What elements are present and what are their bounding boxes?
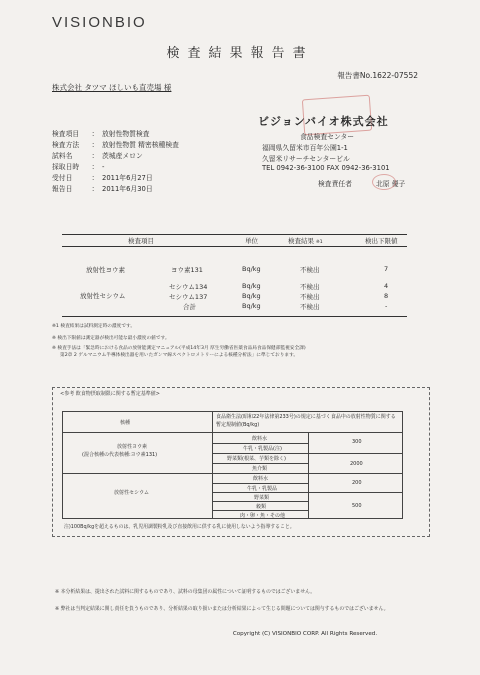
ref-item: 飲料水 — [252, 436, 268, 442]
report-number: 報告書No.1622-07552 — [337, 71, 418, 80]
result-nuclide: 合計 — [183, 303, 196, 311]
result-limit: 8 — [384, 292, 389, 300]
ref-item: 飲料水 — [253, 476, 269, 482]
col-header-unit: 単位 — [245, 237, 258, 245]
col-header-result: 検査結果 ※1 — [288, 237, 323, 245]
result-unit: Bq/kg — [242, 292, 261, 300]
ref-item: 野菜類(根菜、芋類を除く) — [227, 456, 286, 462]
reference-footnote: 注)100Bq/kgを超えるものは、乳児用調製粉乳及び直接飲用に供する乳に使用しないよう指導すること。 — [64, 524, 295, 530]
table-rule — [62, 234, 407, 235]
result-limit: 7 — [384, 265, 389, 273]
client-name: 株式会社 タツマ ほしいも直売場 様 — [52, 83, 172, 92]
note-line: ※ 検出下限値は測定器が検出可能な最小濃度の値です。 — [52, 336, 170, 341]
ref-value: 300 — [352, 439, 362, 445]
result-value: 不検出 — [300, 266, 320, 274]
issuer-center: 食品検査センター — [300, 133, 355, 141]
issuer-company: ビジョンバイオ株式会社 — [258, 115, 389, 128]
reference-title: <参考 飲食物摂取制限に関する暫定基準値> — [60, 391, 160, 397]
result-limit: 4 — [384, 282, 389, 290]
result-value: 不検出 — [300, 283, 320, 291]
disclaimer: ※ 本分析結果は、提出された試料に関するものであり、試料の母集団の属性について証明するものではございません。 — [55, 589, 316, 595]
result-unit: Bq/kg — [242, 282, 261, 290]
ref-value: 500 — [352, 503, 362, 509]
meta-row: 報告日 : 2011年6月30日 — [52, 185, 153, 193]
ref-iodine-label: 放射性ヨウ素 — [117, 444, 148, 450]
ref-col-nuclide: 核種 — [120, 420, 131, 426]
responsible-name: 北原 優子 — [376, 180, 406, 188]
result-nuclide: ヨウ素131 — [171, 266, 203, 274]
table-rule — [62, 316, 407, 317]
ref-value: 200 — [352, 480, 362, 486]
result-nuclide: セシウム137 — [169, 293, 208, 301]
result-value: 不検出 — [300, 303, 320, 311]
ref-item: 牛乳・乳製品(注) — [243, 446, 282, 452]
company-logo: VISIONBIO — [52, 14, 147, 31]
ref-item: 肉・卵・魚・その他 — [240, 513, 286, 519]
copyright: Copyright (C) VISIONBIO CORP. All Rights Reserved. — [232, 631, 378, 637]
meta-row: 採取日時 : - — [52, 163, 105, 171]
result-group: 放射性ヨウ素 — [86, 266, 125, 274]
meta-row: 試料名 : 茨城産メロン — [52, 152, 143, 160]
ref-iodine-sublabel: (混合核種の代表核種:ヨウ素131) — [82, 452, 158, 458]
ref-value: 2000 — [350, 461, 363, 467]
ref-item: 穀類 — [256, 504, 267, 510]
col-header-limit: 検出下限値 — [365, 237, 398, 245]
ref-col-standard: 食品衛生法(昭和22年法律第233号)の規定に基づく食品中の放射性物質に関する暫定規制値(Bq/kg) — [216, 414, 396, 428]
issuer-address: 福岡県久留米市百年公園1-1 — [262, 144, 348, 152]
table-rule — [62, 246, 407, 247]
result-unit: Bq/kg — [242, 302, 261, 310]
note-line: ※1 検査結果は試料測定時の濃度です。 — [52, 324, 136, 329]
disclaimer: ※ 弊社は当判定結果に関し責任を負うものであり、分析結果の取り扱いまたは分析結果によって生じる問題については関与するものではございません。 — [55, 606, 389, 612]
page-title: 検査結果報告書 — [166, 46, 314, 61]
col-header-item: 検査項目 — [128, 237, 154, 245]
meta-row: 受付日 : 2011年6月27日 — [52, 174, 153, 182]
result-nuclide: セシウム134 — [169, 283, 208, 291]
ref-cesium-label: 放射性セシウム — [114, 490, 149, 496]
result-value: 不検出 — [300, 293, 320, 301]
ref-item: 野菜類 — [254, 495, 270, 501]
note-line: 第2章 2 ゲルマニウム半導体検出器を用いたガンマ線スペクトロメトリーによる核種分析法」に準じております。 — [60, 353, 299, 358]
issuer-address: 久留米リサーチセンタービル — [262, 155, 350, 163]
note-line: ※ 検査手法は「緊急時における食品の放射能測定マニュアル(平成14年3月 厚生労働省医薬食品局食品保健部監視安全課) — [52, 346, 306, 351]
meta-row: 検査項目 : 放射性物質検査 — [52, 130, 150, 138]
ref-item: 牛乳・乳製品 — [247, 486, 278, 492]
issuer-contact: TEL 0942-36-3100 FAX 0942-36-3101 — [262, 164, 390, 172]
result-group: 放射性セシウム — [80, 292, 126, 300]
ref-item: 魚介類 — [252, 466, 268, 472]
result-limit: - — [385, 302, 388, 310]
personal-seal — [372, 174, 396, 190]
responsible-label: 検査責任者 — [318, 180, 352, 188]
reference-table — [62, 411, 403, 519]
meta-row: 検査方法 : 放射性物質 精密核種検査 — [52, 141, 179, 149]
result-unit: Bq/kg — [242, 265, 261, 273]
